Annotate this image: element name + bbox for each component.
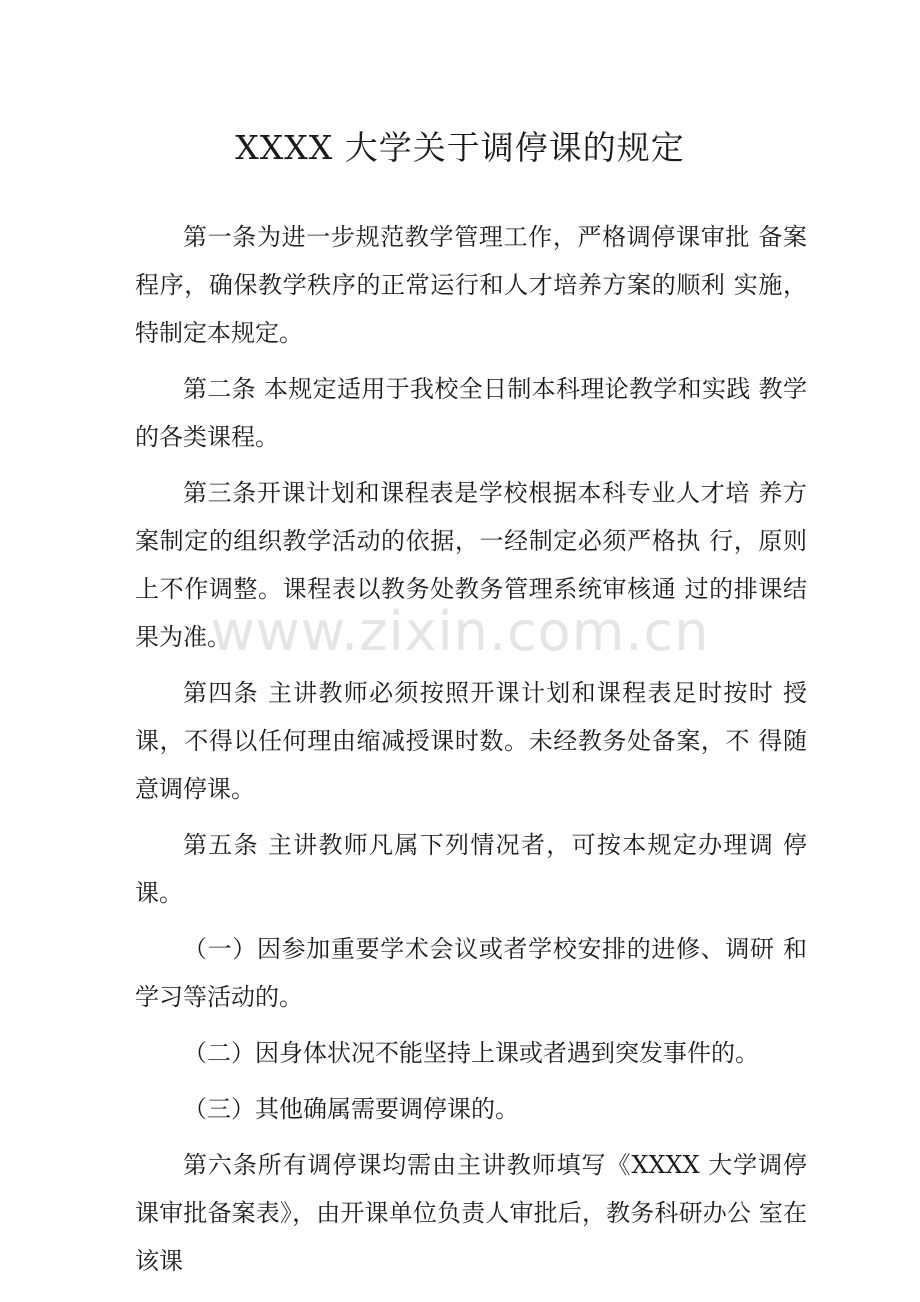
article-5-item-3: （三）其他确属需要调停课的。 [183, 1095, 519, 1123]
article-5-item-1: （一）因参加重要学术会议或者学校安排的进修、调研 和学习等活动的。 [135, 935, 807, 1011]
article-5-paragraph: 第五条 主讲教师凡属下列情况者，可按本规定办理调 停课。 [135, 831, 807, 907]
article-4-paragraph: 第四条 主讲教师必须按照开课计划和课程表足时按时 授课，不得以任何理由缩减授课时数。未经教务处备案，不 得随意调停课。 [135, 679, 807, 803]
article-1-paragraph: 第一条为进一步规范教学管理工作，严格调停课审批 备案程序，确保教学秩序的正常运行和人才培养方案的顺利 实施，特制定本规定。 [135, 223, 807, 347]
article-6-paragraph: 第六条所有调停课均需由主讲教师填写《XXXX 大学调停 课审批备案表》，由开课单位负责人审批后，教务科研办公 室在该课 [135, 1151, 807, 1275]
article-3-paragraph: 第三条开课计划和课程表是学校根据本科专业人才培 养方案制定的组织教学活动的依据，一经制定必须严格执 行，原则上不作调整。课程表以教务处教务管理系统审核通 过的排课结果为准。 [135, 479, 807, 651]
document-body [135, 213, 807, 1293]
article-5-item-2: （二）因身体状况不能坚持上课或者遇到突发事件的。 [183, 1039, 759, 1067]
watermark: www.zixin.com.cn [210, 600, 710, 663]
article-2-paragraph: 第二条 本规定适用于我校全日制本科理论教学和实践 教学的各类课程。 [135, 375, 807, 451]
document-title: XXXX 大学关于调停课的规定 [235, 128, 685, 167]
